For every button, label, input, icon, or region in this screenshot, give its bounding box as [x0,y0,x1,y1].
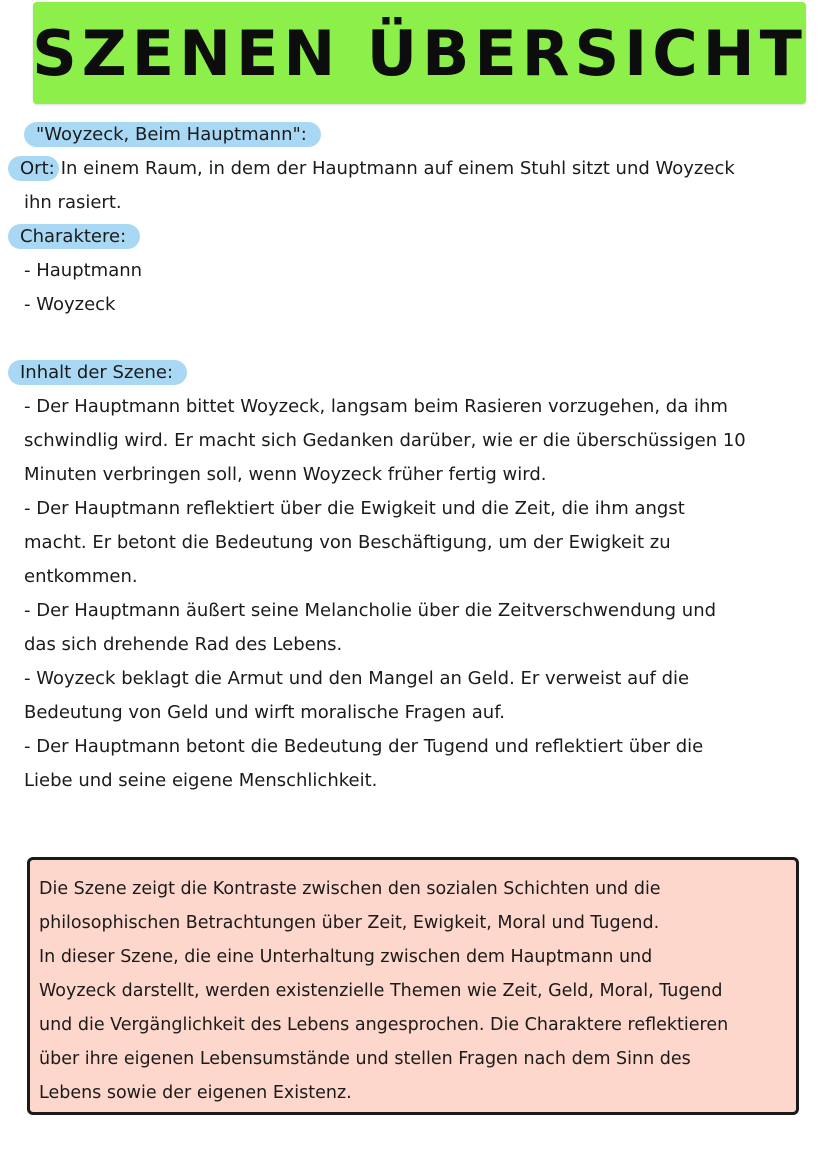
inhalt-line: entkommen. [24,566,138,587]
summary-line: Woyzeck darstellt, werden existenzielle Themen wie Zeit, Geld, Moral, Tugend [39,981,723,1001]
charaktere-label: Charaktere: [8,224,140,249]
inhalt-line: macht. Er betont die Bedeutung von Beschäftigung, um der Ewigkeit zu [24,532,671,553]
inhalt-line: Minuten verbringen soll, wenn Woyzeck früher fertig wird. [24,464,547,485]
title-banner [33,2,806,104]
scene-overview [8,118,808,798]
spacer [8,322,808,356]
ort-line-2: ihn rasiert. [24,192,122,213]
charaktere-heading-line [8,220,808,254]
inhalt-line: - Woyzeck beklagt die Armut und den Mangel an Geld. Er verweist auf die [24,668,690,689]
summary-line: philosophischen Betrachtungen über Zeit, Ewigkeit, Moral und Tugend. [39,913,660,933]
page-title: SZENEN ÜBERSICHT [32,16,807,90]
ort-text: In einem Raum, in dem der Hauptmann auf einem Stuhl sitzt und Woyzeck [60,158,735,179]
summary-line: Lebens sowie der eigenen Existenz. [39,1083,352,1103]
ort-line-1 [8,152,808,186]
inhalt-line: Bedeutung von Geld und wirft moralische Fragen auf. [24,702,505,723]
summary-line: Die Szene zeigt die Kontraste zwischen den sozialen Schichten und die [39,879,661,899]
ort-label: Ort: [8,156,59,181]
scene-heading-line [8,118,808,152]
charakter-item: - Woyzeck [24,294,116,315]
scene-heading: "Woyzeck, Beim Hauptmann": [24,122,321,147]
inhalt-line: - Der Hauptmann betont die Bedeutung der Tugend und reflektiert über die [24,736,704,757]
inhalt-label: Inhalt der Szene: [8,360,187,385]
inhalt-heading-line [8,356,808,390]
inhalt-line: Liebe und seine eigene Menschlichkeit. [24,770,378,791]
charakter-item: - Hauptmann [24,260,143,281]
summary-line: In dieser Szene, die eine Unterhaltung zwischen dem Hauptmann und [39,947,653,967]
summary-line: und die Vergänglichkeit des Lebens angesprochen. Die Charaktere reflektieren [39,1015,729,1035]
inhalt-line: das sich drehende Rad des Lebens. [24,634,343,655]
summary-box [27,857,799,1115]
inhalt-line: - Der Hauptmann reflektiert über die Ewigkeit und die Zeit, die ihm angst [24,498,685,519]
inhalt-line: - Der Hauptmann bittet Woyzeck, langsam beim Rasieren vorzugehen, da ihm [24,396,728,417]
summary-line: über ihre eigenen Lebensumstände und stellen Fragen nach dem Sinn des [39,1049,691,1069]
inhalt-line: - Der Hauptmann äußert seine Melancholie über die Zeitverschwendung und [24,600,717,621]
inhalt-line: schwindlig wird. Er macht sich Gedanken darüber, wie er die überschüssigen 10 [24,430,746,451]
